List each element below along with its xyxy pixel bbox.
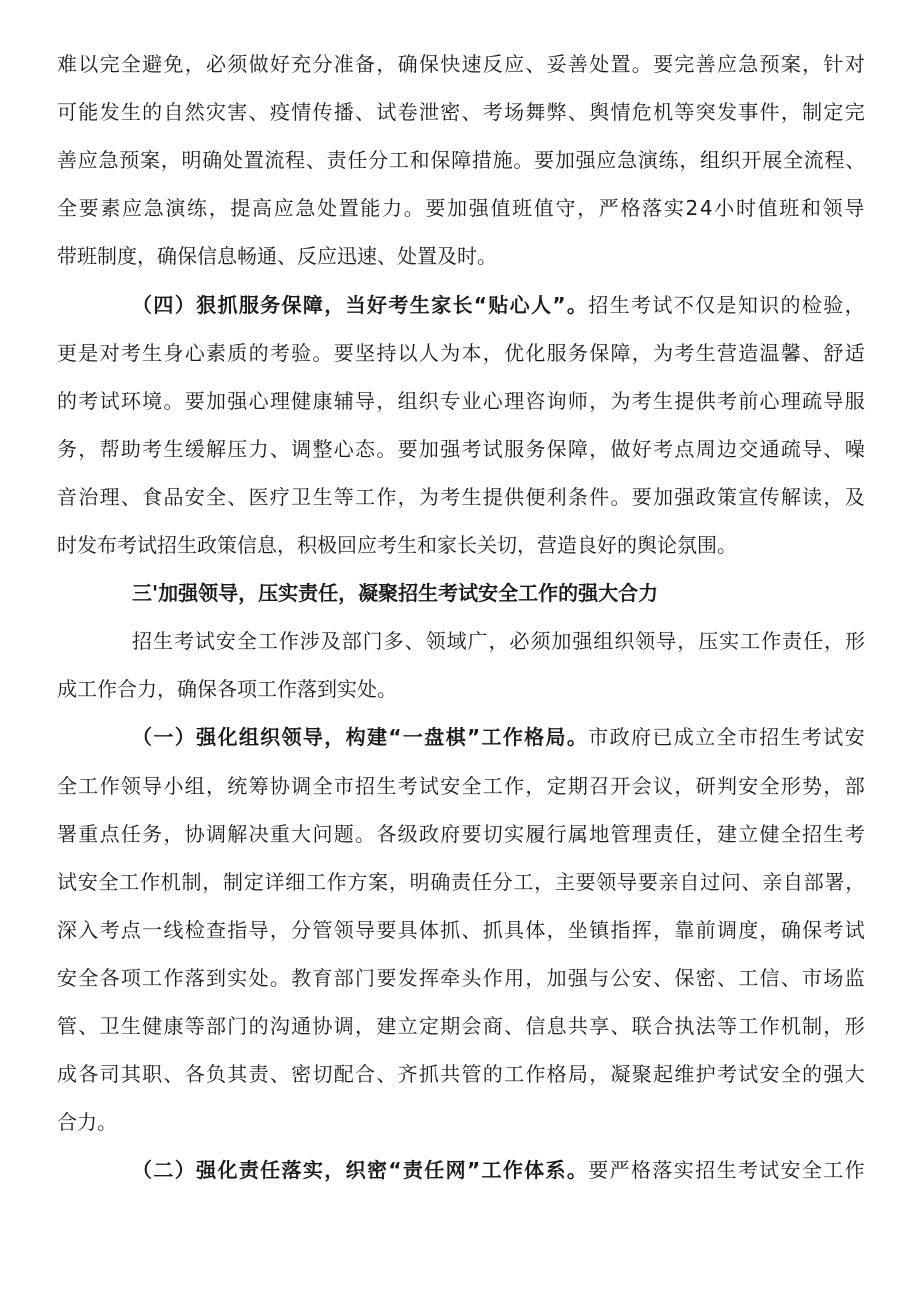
line-text: [57, 92, 866, 132]
line-text: [57, 477, 866, 517]
paragraph-line: [0, 333, 920, 373]
body-text: 带班制度，确保信息畅通、反应迅速、处置及时。: [57, 244, 497, 268]
paragraph-line: [0, 1102, 920, 1142]
body-text: 安全各项工作落到实处。教育部门要发挥牵头作用，加强与公安、保密、工信、市场监: [57, 966, 866, 990]
paragraph-line: [0, 573, 920, 613]
paragraph-line: [0, 814, 920, 854]
paragraph-line: [0, 958, 920, 998]
line-text: [57, 669, 397, 709]
line-text: [57, 236, 497, 276]
body-text: 难以完全避免，必须做好充分准备，确保快速反应、妥善处置。要完善应急预案，针对: [57, 52, 866, 76]
line-text: [57, 766, 866, 806]
body-text: 可能发生的自然灾害、疫情传播、试卷泄密、考场舞弊、舆情危机等突发事件，制定完: [57, 100, 866, 124]
body-text: 要严格落实招生考试安全工作: [588, 1158, 866, 1182]
line-text: [57, 1102, 117, 1142]
section-heading-text: （二）强化责任落实，织密“责任网”工作体系。: [132, 1158, 589, 1182]
line-text: [57, 862, 866, 902]
body-text: 务，帮助考生缓解压力、调整心态。要加强考试服务保障，做好考点周边交通疏导、噪: [57, 437, 866, 461]
paragraph-line: [0, 381, 920, 421]
body-text: 合力。: [57, 1110, 117, 1134]
paragraph-line: [0, 1150, 920, 1190]
line-text: [132, 1150, 866, 1190]
paragraph-line: [0, 236, 920, 276]
paragraph-line: [0, 910, 920, 950]
line-text: [57, 333, 866, 373]
body-text: 深入考点一线检查指导，分管领导要具体抓、抓具体，坐镇指挥，靠前调度，确保考试: [57, 918, 866, 942]
body-text: 成工作合力，确保各项工作落到实处。: [57, 677, 397, 701]
line-text: [57, 958, 866, 998]
line-text: [57, 429, 866, 469]
paragraph-line: [0, 862, 920, 902]
body-text: 招生考试安全工作涉及部门多、领域广，必须加强组织领导，压实工作责任，形: [132, 629, 866, 653]
line-text: [57, 381, 866, 421]
line-text: [57, 188, 866, 228]
body-text: 市政府已成立全市招生考试安: [588, 725, 866, 749]
paragraph-line: [0, 669, 920, 709]
line-text: [132, 285, 866, 325]
paragraph-line: [0, 525, 920, 565]
paragraph-line: [0, 766, 920, 806]
body-text: 音治理、食品安全、医疗卫生等工作，为考生提供便利条件。要加强政策宣传解读，及: [57, 485, 866, 509]
body-text: 管、卫生健康等部门的沟通协调，建立定期会商、信息共享、联合执法等工作机制，形: [57, 1014, 866, 1038]
line-text: [57, 1006, 866, 1046]
line-text: [132, 621, 866, 661]
paragraph-line: [0, 621, 920, 661]
line-text: [57, 525, 737, 565]
line-text: [57, 814, 866, 854]
body-text: 招生考试不仅是知识的检验，: [588, 293, 866, 317]
section-heading-text: （四）狠抓服务保障，当好考生家长“贴心人”。: [132, 293, 589, 317]
paragraph-line: [0, 92, 920, 132]
body-text: 全要素应急演练，提高应急处置能力。要加强值班值守，严格落实24小时值班和领导: [57, 196, 866, 220]
paragraph-line: [0, 1006, 920, 1046]
body-text: 的考试环境。要加强心理健康辅导，组织专业心理咨询师，为考生提供考前心理疏导服: [57, 389, 866, 413]
line-text: [57, 44, 866, 84]
body-text: 更是对考生身心素质的考验。要坚持以人为本，优化服务保障，为考生营造温馨、舒适: [57, 341, 866, 365]
body-text: 成各司其职、各负其责、密切配合、齐抓共管的工作格局，凝聚起维护考试安全的强大: [57, 1062, 866, 1086]
body-text: 试安全工作机制，制定详细工作方案，明确责任分工，主要领导要亲自过问、亲自部署，: [57, 870, 867, 894]
section-heading-text: （一）强化组织领导，构建“一盘棋”工作格局。: [132, 725, 589, 749]
paragraph-line: [0, 44, 920, 84]
section-heading-text: 三'加强领导，压实责任，凝聚招生考试安全工作的强大合力: [132, 581, 659, 605]
paragraph-line: [0, 477, 920, 517]
paragraph-line: [0, 1054, 920, 1094]
line-text: [57, 910, 866, 950]
body-text: 全工作领导小组，统筹协调全市招生考试安全工作，定期召开会议，研判安全形势，部: [57, 774, 866, 798]
paragraph-line: [0, 140, 920, 180]
paragraph-line: [0, 285, 920, 325]
paragraph-line: [0, 188, 920, 228]
line-text: [57, 1054, 866, 1094]
body-text: 善应急预案，明确处置流程、责任分工和保障措施。要加强应急演练，组织开展全流程、: [57, 148, 867, 172]
line-text: [57, 140, 866, 180]
body-text: 署重点任务，协调解决重大问题。各级政府要切实履行属地管理责任，建立健全招生考: [57, 822, 866, 846]
paragraph-line: [0, 717, 920, 757]
paragraph-line: [0, 429, 920, 469]
body-text: 时发布考试招生政策信息，积极回应考生和家长关切，营造良好的舆论氛围。: [57, 533, 737, 557]
line-text: [132, 573, 658, 613]
line-text: [132, 717, 866, 757]
